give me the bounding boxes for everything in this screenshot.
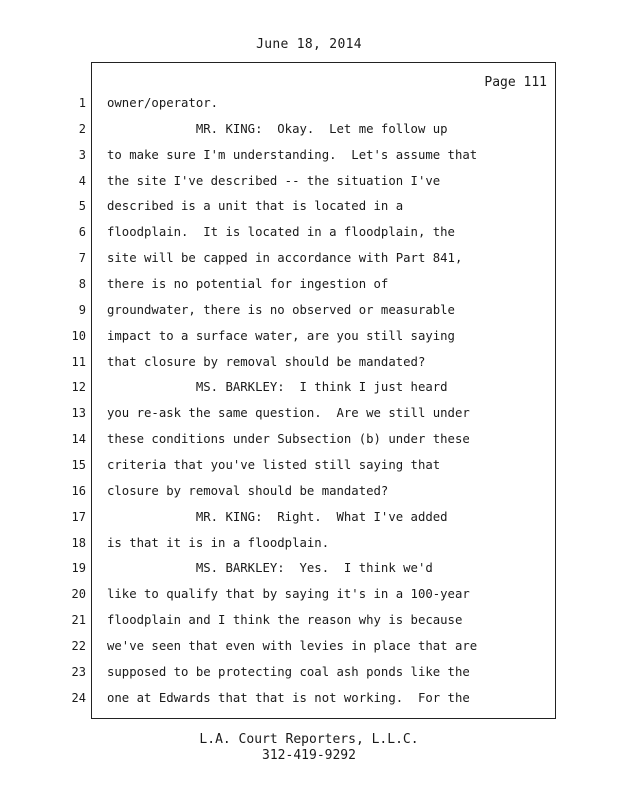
reporter-phone: 312-419-9292 — [262, 748, 356, 763]
transcript-line: like to qualify that by saying it's in a 100-year — [107, 587, 470, 602]
transcript-date: June 18, 2014 — [256, 37, 362, 52]
line-number: 6 — [78, 225, 86, 240]
footer — [0, 732, 618, 764]
transcript-line: we've seen that even with levies in place that are — [107, 639, 478, 654]
transcript-line: floodplain. It is located in a floodplain, the — [107, 225, 455, 240]
transcript-line: you re-ask the same question. Are we still under — [107, 406, 470, 421]
line-number: 12 — [71, 380, 86, 395]
line-number-column — [62, 91, 86, 712]
line-number: 17 — [71, 509, 86, 524]
line-number: 15 — [71, 458, 86, 473]
line-number: 13 — [71, 406, 86, 421]
transcript-line: these conditions under Subsection (b) under these — [107, 432, 470, 447]
transcript-line: MR. KING: Right. What I've added — [107, 509, 448, 524]
line-number: 18 — [71, 535, 86, 550]
line-number: 5 — [78, 199, 86, 214]
line-number: 20 — [71, 587, 86, 602]
line-number: 7 — [78, 251, 86, 266]
line-number: 1 — [78, 96, 86, 110]
line-number: 19 — [71, 561, 86, 576]
transcript-line: described is a unit that is located in a — [107, 199, 404, 214]
line-number: 21 — [71, 613, 86, 628]
transcript-line: there is no potential for ingestion of — [107, 277, 389, 292]
transcript-line: groundwater, there is no observed or measurable — [107, 302, 455, 317]
transcript-line: owner/operator. — [107, 96, 219, 110]
transcript-line: is that it is in a floodplain. — [107, 535, 330, 550]
transcript-line: MS. BARKLEY: I think I just heard — [107, 380, 448, 395]
line-number: 10 — [71, 328, 86, 343]
reporter-company: L.A. Court Reporters, L.L.C. — [199, 732, 419, 747]
transcript-line: MR. KING: Okay. Let me follow up — [107, 121, 448, 136]
line-number: 16 — [71, 483, 86, 498]
line-number: 14 — [71, 432, 86, 447]
transcript-line: floodplain and I think the reason why is because — [107, 613, 463, 628]
line-number: 2 — [78, 121, 86, 136]
line-number: 11 — [71, 354, 86, 369]
line-number: 22 — [71, 639, 86, 654]
transcript-line: supposed to be protecting coal ash ponds like the — [107, 664, 470, 679]
transcript-body — [107, 91, 547, 712]
transcript-line: MS. BARKLEY: Yes. I think we'd — [107, 561, 433, 576]
transcript-line: closure by removal should be mandated? — [107, 483, 389, 498]
line-number: 23 — [71, 664, 86, 679]
line-number: 3 — [78, 147, 86, 162]
transcript-line: one at Edwards that that is not working. For the — [107, 690, 470, 705]
line-number: 8 — [78, 277, 86, 292]
line-number: 9 — [78, 302, 86, 317]
transcript-line: the site I've described -- the situation I've — [107, 173, 441, 188]
transcript-line: to make sure I'm understanding. Let's assume that — [107, 147, 478, 162]
line-number: 4 — [78, 173, 86, 188]
line-number: 24 — [71, 690, 86, 705]
transcript-line: that closure by removal should be mandated? — [107, 354, 426, 369]
transcript-line: criteria that you've listed still saying that — [107, 458, 441, 473]
transcript-line: impact to a surface water, are you still saying — [107, 328, 455, 343]
transcript-line: site will be capped in accordance with Part 841, — [107, 251, 463, 266]
page-number-label: Page 111 — [484, 75, 547, 90]
